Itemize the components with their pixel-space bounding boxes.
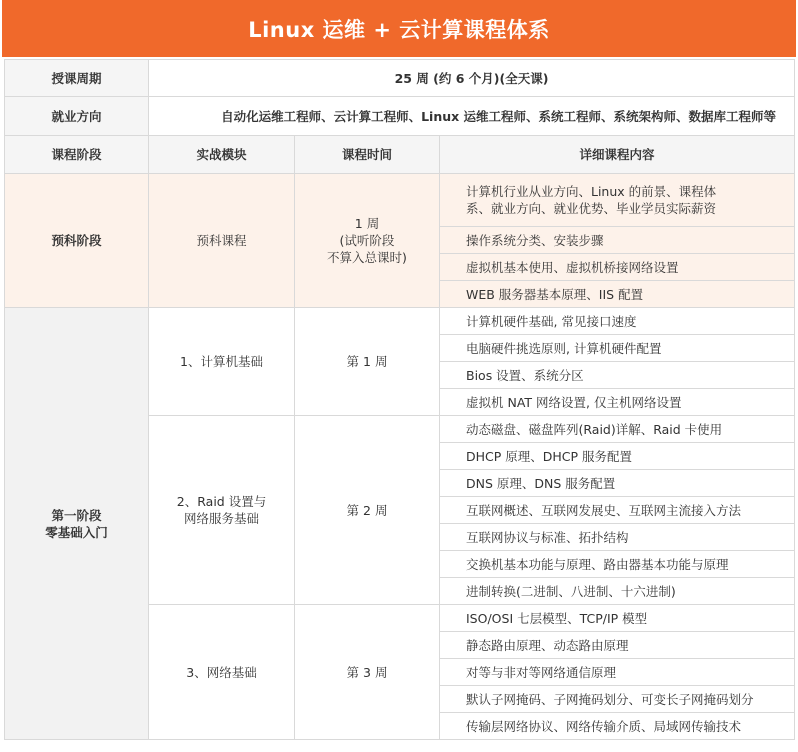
prep-module: 预科课程: [149, 174, 295, 308]
module-name: 1、计算机基础: [149, 308, 295, 416]
module-item: 计算机硬件基础, 常见接口速度: [440, 308, 795, 335]
header-module: 实战模块: [149, 136, 295, 174]
module-time: 第 3 周: [295, 605, 440, 740]
module-item: DHCP 原理、DHCP 服务配置: [440, 443, 795, 470]
module-item: 动态磁盘、磁盘阵列(Raid)详解、Raid 卡使用: [440, 416, 795, 443]
career-label: 就业方向: [5, 97, 149, 136]
title-banner: [2, 0, 796, 57]
prep-item-line: 系、就业方向、就业优势、毕业学员实际薪资: [466, 201, 717, 216]
module-item: 互联网协议与标准、拓扑结构: [440, 524, 795, 551]
prep-row: [5, 174, 795, 227]
module-item: 对等与非对等网络通信原理: [440, 659, 795, 686]
header-content: 详细课程内容: [440, 136, 795, 174]
module-name-line: 网络服务基础: [183, 511, 259, 526]
prep-stage: 预科阶段: [5, 174, 149, 308]
header-row: [5, 136, 795, 174]
module-item: 电脑硬件挑选原则, 计算机硬件配置: [440, 335, 795, 362]
prep-item-line: 计算机行业从业方向、Linux 的前景、课程体: [466, 184, 717, 199]
prep-time-line: 1 周: [354, 216, 380, 231]
duration-label: 授课周期: [5, 60, 149, 97]
module-name: 3、网络基础: [149, 605, 295, 740]
module-item: 虚拟机 NAT 网络设置, 仅主机网络设置: [440, 389, 795, 416]
module-item: 传输层网络协议、网络传输介质、局域网传输技术: [440, 713, 795, 740]
prep-item: 操作系统分类、安装步骤: [440, 227, 795, 254]
module-item: 交换机基本功能与原理、路由器基本功能与原理: [440, 551, 795, 578]
stage1-label: [5, 308, 149, 740]
prep-time-line: 不算入总课时): [327, 250, 407, 265]
module-item: 进制转换(二进制、八进制、十六进制): [440, 578, 795, 605]
header-stage: 课程阶段: [5, 136, 149, 174]
module-name: [149, 416, 295, 605]
header-time: 课程时间: [295, 136, 440, 174]
prep-item: WEB 服务器基本原理、IIS 配置: [440, 281, 795, 308]
prep-time: [295, 174, 440, 308]
prep-time-line: (试听阶段: [339, 233, 395, 248]
prep-item: 虚拟机基本使用、虚拟机桥接网络设置: [440, 254, 795, 281]
module-item: ISO/OSI 七层模型、TCP/IP 模型: [440, 605, 795, 632]
stage1-label-line: 零基础入门: [45, 524, 108, 540]
module-item: 静态路由原理、动态路由原理: [440, 632, 795, 659]
stage1-row: [5, 308, 795, 335]
module-name-line: 2、Raid 设置与: [176, 494, 267, 509]
duration-row: [5, 60, 795, 97]
module-item: DNS 原理、DNS 服务配置: [440, 470, 795, 497]
stage1-label-line: 第一阶段: [51, 507, 102, 523]
career-row: [5, 97, 795, 136]
prep-item: [440, 174, 795, 227]
module-item: Bios 设置、系统分区: [440, 362, 795, 389]
curriculum-table: [4, 59, 795, 740]
module-time: 第 2 周: [295, 416, 440, 605]
career-value: 自动化运维工程师、云计算工程师、Linux 运维工程师、系统工程师、系统架构师、数据库工程师等: [149, 97, 795, 136]
module-item: 默认子网掩码、子网掩码划分、可变长子网掩码划分: [440, 686, 795, 713]
page-title: Linux 运维 + 云计算课程体系: [248, 17, 550, 42]
module-item: 互联网概述、互联网发展史、互联网主流接入方法: [440, 497, 795, 524]
duration-value: 25 周 (约 6 个月)(全天课): [149, 60, 795, 97]
module-time: 第 1 周: [295, 308, 440, 416]
